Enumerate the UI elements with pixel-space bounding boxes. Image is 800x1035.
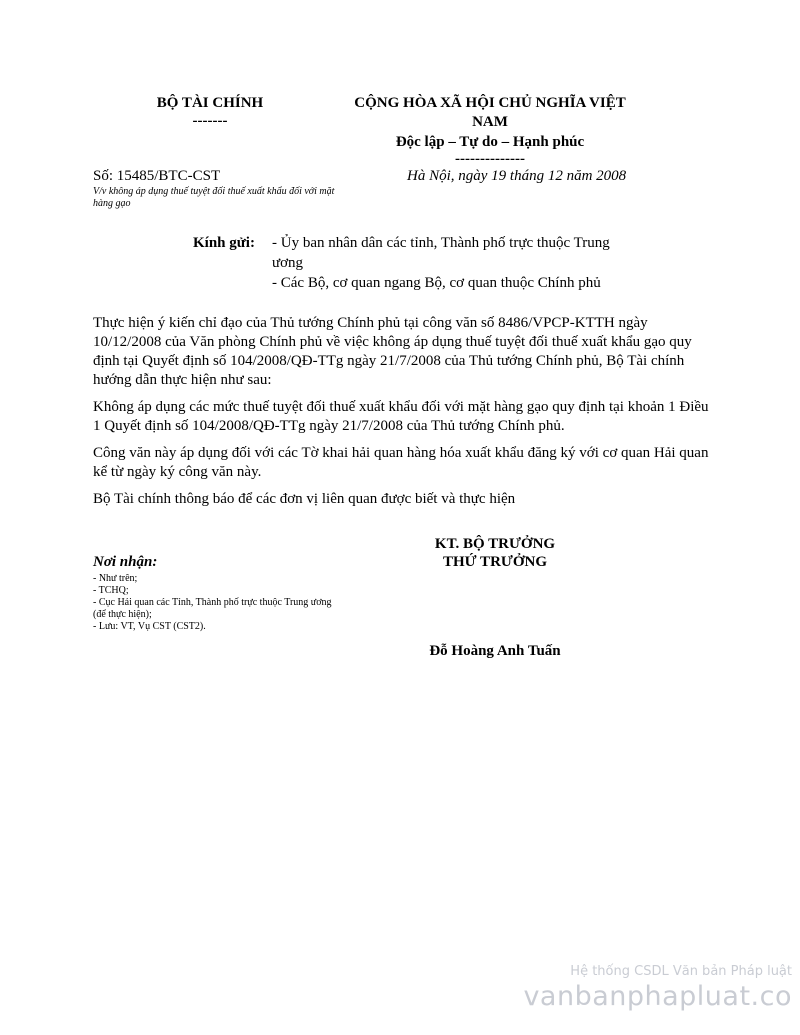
receiver-item: - TCHQ; — [93, 585, 129, 596]
agency-name: BỘ TÀI CHÍNH — [156, 95, 264, 111]
body-paragraph: Thực hiện ý kiến chỉ đạo của Thủ tướng Chính phủ tại công văn số 8486/VPCP-KTTH ngày 10/12/2008 của Văn phòng Chính phủ về việc không áp dụng thuế tuyệt đối thuế xuất khẩu gạo quy định tại Quyết định số 104/2008/QĐ-TTg ngày 21/7/2008 của Thủ tướng Chính phủ, Bộ Tài chính hướng dẫn thực hiện như sau: — [93, 315, 692, 388]
body-paragraph: Bộ Tài chính thông báo để các đơn vị liên quan được biết và thực hiện — [93, 491, 516, 507]
receiver-item: - Lưu: VT, Vụ CST (CST2). — [93, 621, 206, 632]
recipients-list — [272, 233, 642, 293]
body-paragraph: Công văn này áp dụng đối với các Tờ khai hải quan hàng hóa xuất khẩu đăng ký với cơ quan Hải quan kể từ ngày ký công văn này. — [93, 445, 709, 480]
receivers-list — [93, 573, 333, 633]
national-motto: Độc lập – Tự do – Hạnh phúc — [395, 134, 585, 150]
document-number: Số: 15485/BTC-CST — [93, 168, 221, 184]
document-body — [93, 314, 718, 517]
body-paragraph: Không áp dụng các mức thuế tuyệt đối thuế xuất khẩu đối với mặt hàng gạo quy định tại khoản 1 Điều 1 Quyết định số 104/2008/QĐ-TTg ngày 21/7/2008 của Thủ tướng Chính phủ. — [93, 399, 709, 434]
site-watermark — [523, 964, 792, 1014]
agency-header — [130, 94, 290, 129]
nation-name-line2: NAM — [472, 114, 508, 130]
signer-title-line1: KT. BỘ TRƯỞNG — [434, 536, 556, 552]
nation-header — [335, 94, 645, 166]
signer-title-block — [400, 535, 590, 571]
watermark-domain: vanbanphapluat.co — [523, 981, 792, 1012]
signer-title-line2: THỨ TRƯỞNG — [442, 554, 548, 570]
receiver-item: - Cục Hải quan các Tỉnh, Thành phố trực thuộc Trung ương (để thực hiện); — [93, 597, 332, 620]
motto-divider: -------------- — [455, 151, 525, 167]
agency-divider: ------- — [192, 113, 228, 129]
watermark-tagline: Hệ thống CSDL Văn bản Pháp luật — [570, 964, 792, 979]
receivers-label: Nơi nhận: — [93, 554, 158, 570]
signer-name: Đỗ Hoàng Anh Tuấn — [429, 643, 561, 659]
recipient-item: - Các Bộ, cơ quan ngang Bộ, cơ quan thuộc Chính phủ — [272, 275, 601, 291]
document-subject: V/v không áp dụng thuế tuyệt đối thuế xuất khẩu đối với mặt hàng gạo — [93, 186, 335, 209]
nation-name-line1: CỘNG HÒA XÃ HỘI CHỦ NGHĨA VIỆT — [354, 95, 626, 111]
receiver-item: - Như trên; — [93, 573, 138, 584]
recipients-label: Kính gửi: — [193, 235, 255, 251]
recipient-item: - Ủy ban nhân dân các tỉnh, Thành phố trực thuộc Trung ương — [272, 235, 610, 271]
document-date: Hà Nội, ngày 19 tháng 12 năm 2008 — [407, 168, 627, 184]
